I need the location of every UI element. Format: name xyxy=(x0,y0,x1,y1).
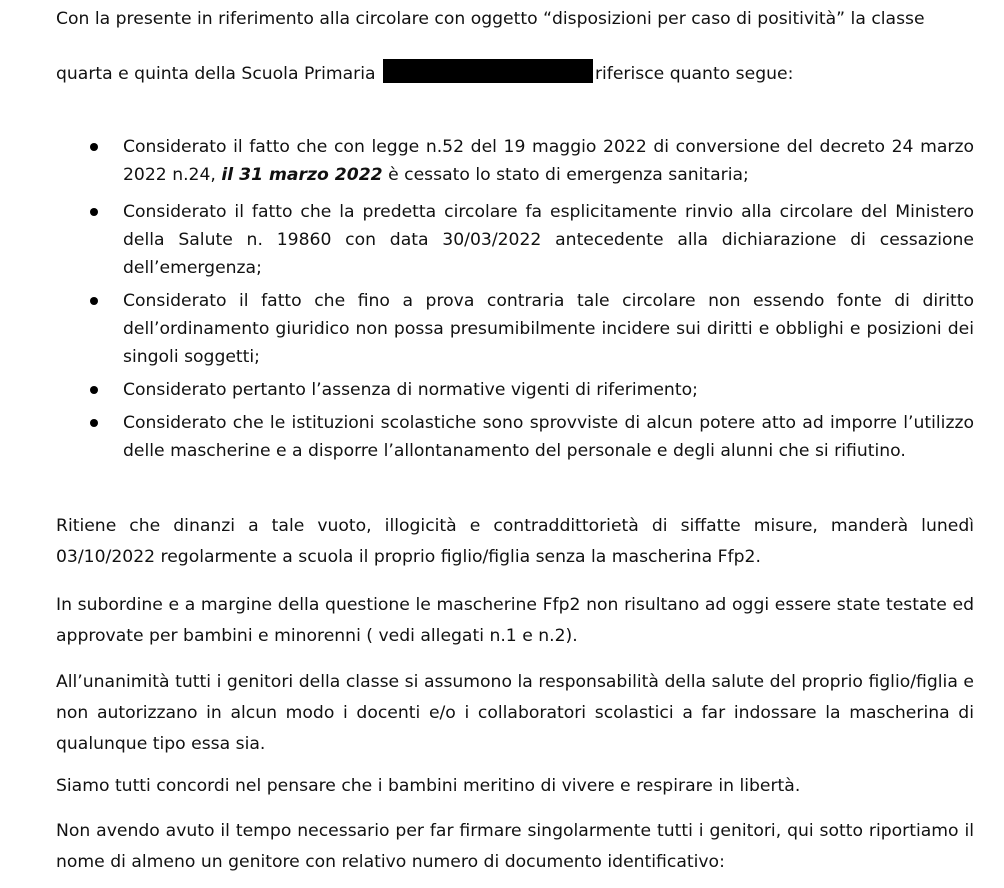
list-item: Considerato il fatto che fino a prova contraria tale circolare non essendo fonte di diritto dell’ordinamento giuridico non possa presumibilmente incidere sui diritti e obblighi e posizioni dei singoli soggetti; xyxy=(123,291,974,367)
emphasis-date: il 31 marzo 2022 xyxy=(221,165,383,185)
bullet-dot xyxy=(90,386,98,394)
paragraph-ffp2: In subordine e a margine della questione le mascherine Ffp2 non risultano ad oggi essere state testate ed approvate per bambini e minorenni ( vedi allegati n.1 e n.2). xyxy=(56,595,974,646)
intro-line-1: Con la presente in riferimento alla circolare con oggetto “disposizioni per caso di positività” la classe xyxy=(56,9,925,29)
redaction-block xyxy=(383,59,593,83)
bullet-dot xyxy=(90,143,98,151)
intro-line-2-after: riferisce quanto segue: xyxy=(594,64,794,84)
paragraph-decision: Ritiene che dinanzi a tale vuoto, illogicità e contraddittorietà di siffatte misure, manderà lunedì 03/10/2022 regolarmente a scuola il proprio figlio/figlia senza la mascherina Ffp2. xyxy=(56,516,974,567)
bullet-dot xyxy=(90,208,98,216)
paragraph-signatures: Non avendo avuto il tempo necessario per far firmare singolarmente tutti i genitori, qui sotto riportiamo il nome di almeno un genitore con relativo numero di documento identificativo: xyxy=(56,821,974,872)
list-item: Considerato che le istituzioni scolastiche sono sprovviste di alcun potere atto ad imporre l’utilizzo delle mascherine e a disporre l’allontanamento del personale e degli alunni che si rifiutino. xyxy=(123,413,974,461)
list-item-text: Considerato il fatto che con legge n.52 del 19 maggio 2022 di conversione del decreto 24 marzo 2022 n.24, xyxy=(123,137,974,185)
list-item: Considerato il fatto che la predetta circolare fa esplicitamente rinvio alla circolare del Ministero della Salute n. 19860 con data 30/03/2022 antecedente alla dichiarazione di cessazione dell’emergenza; xyxy=(123,202,974,278)
list-item-text-end: è cessato lo stato di emergenza sanitaria; xyxy=(382,165,749,185)
intro-line-2-before: quarta e quinta della Scuola Primaria xyxy=(56,64,381,84)
paragraph-unanimity: All’unanimità tutti i genitori della classe si assumono la responsabilità della salute del proprio figlio/figlia e non autorizzano in alcun modo i docenti e/o i collaboratori scolastici a far indossare la mascherina di qualunque tipo essa sia. xyxy=(56,672,974,754)
list-item: Considerato pertanto l’assenza di normative vigenti di riferimento; xyxy=(123,380,698,400)
list-item xyxy=(123,133,974,189)
bullet-dot xyxy=(90,297,98,305)
paragraph-freedom: Siamo tutti concordi nel pensare che i bambini meritino di vivere e respirare in libertà. xyxy=(56,776,801,796)
intro-line-2 xyxy=(56,59,793,90)
bullet-dot xyxy=(90,419,98,427)
